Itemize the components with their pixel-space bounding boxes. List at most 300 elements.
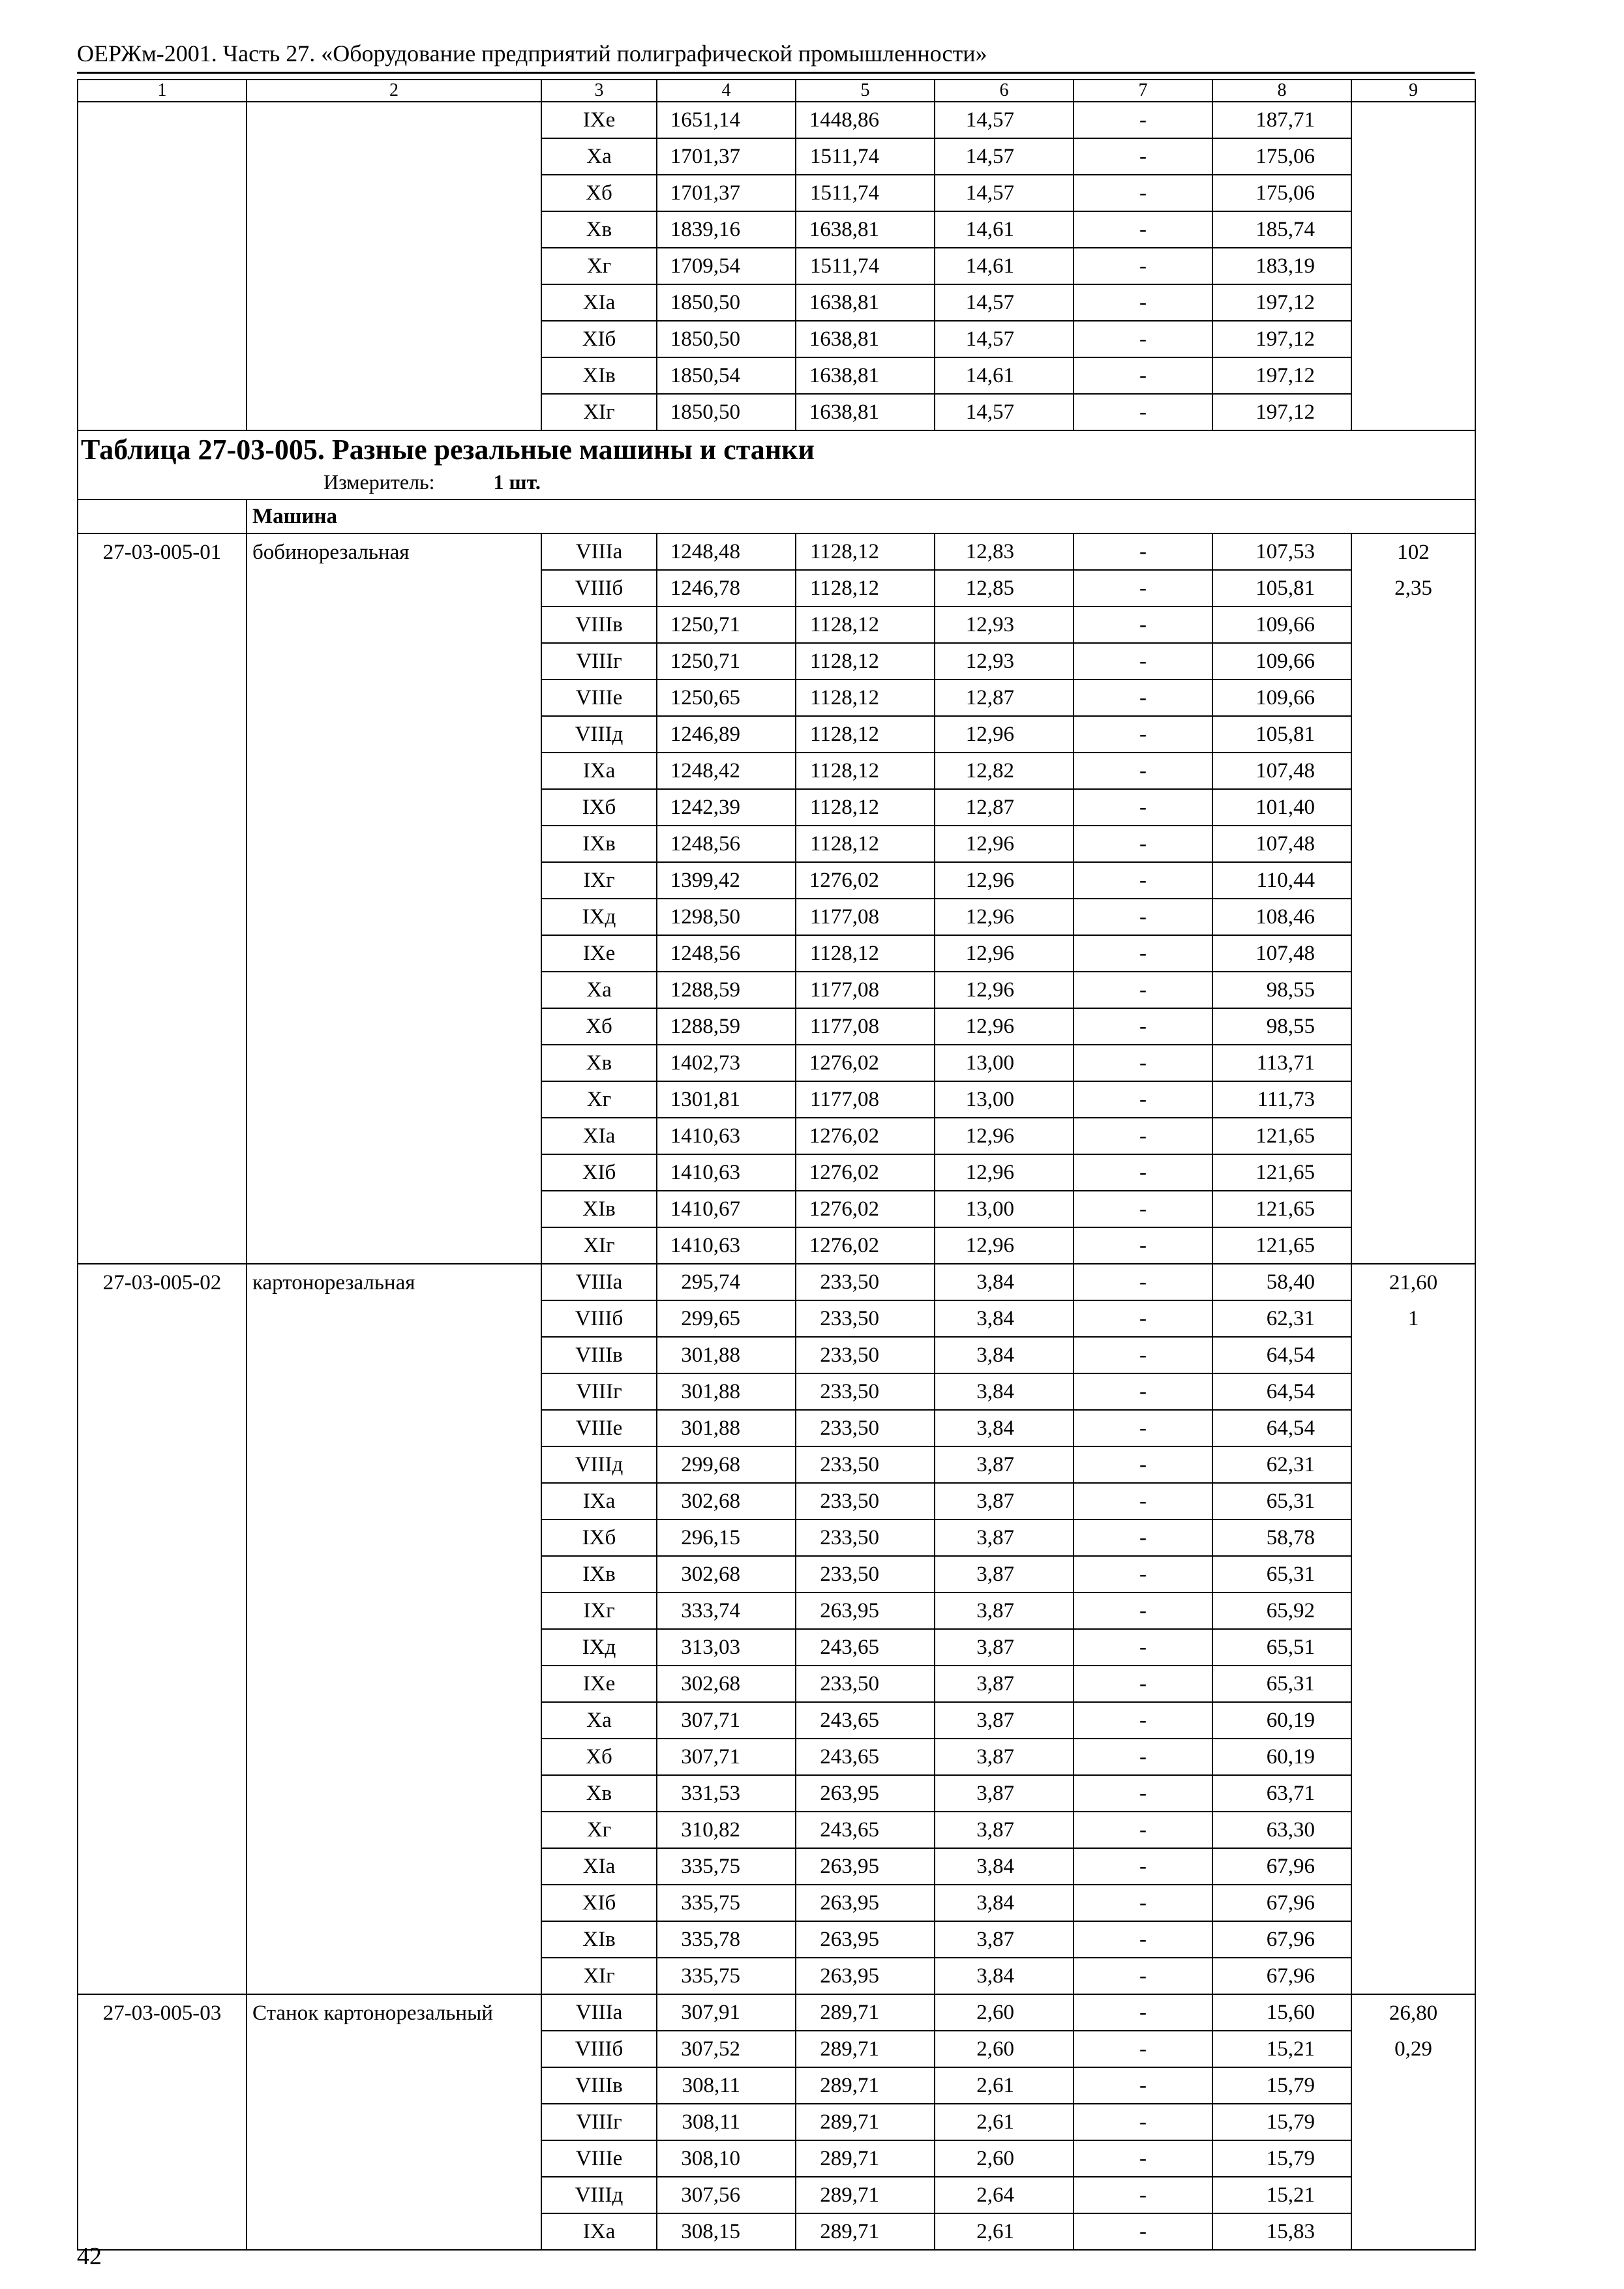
name-cell [247,1812,541,1848]
value-c6: 3,87 [935,1702,1074,1739]
value-c6: 13,00 [935,1191,1074,1227]
value-c8: 58,40 [1212,1264,1351,1300]
table-row [78,680,1475,716]
value-c7: - [1074,394,1212,430]
name-cell [247,1739,541,1775]
code-cell [78,1593,247,1629]
value-c6: 3,87 [935,1775,1074,1812]
resource-cell [1351,357,1475,394]
value-c4: 296,15 [657,1519,796,1556]
value-c4: 299,65 [657,1300,796,1337]
value-c8: 67,96 [1212,1958,1351,1994]
value-c7: - [1074,1118,1212,1154]
name-cell [247,1410,541,1446]
code-cell [78,1446,247,1483]
name-cell: бобинорезальная [247,533,541,570]
value-c6: 14,57 [935,284,1074,321]
value-c8: 113,71 [1212,1045,1351,1081]
resource-cell [1351,1629,1475,1666]
code-cell [78,1081,247,1118]
code-cell [78,394,247,430]
value-c6: 2,60 [935,1994,1074,2031]
value-c7: - [1074,1337,1212,1373]
code-cell [78,570,247,606]
value-c5: 1128,12 [796,753,935,789]
name-cell: Станок картонорезальный [247,1994,541,2031]
resource-cell [1351,1191,1475,1227]
value-c4: 335,75 [657,1885,796,1921]
value-c5: 289,71 [796,2067,935,2104]
table-row [78,1629,1475,1666]
page-number: 42 [77,2243,102,2270]
value-c3: IXв [541,1556,657,1593]
value-c8: 15,79 [1212,2067,1351,2104]
code-cell [78,1848,247,1885]
value-c3: XIв [541,1921,657,1958]
value-c6: 12,83 [935,533,1074,570]
value-c6: 12,82 [935,753,1074,789]
value-c8: 98,55 [1212,972,1351,1008]
value-c5: 263,95 [796,1775,935,1812]
value-c5: 1276,02 [796,862,935,899]
name-cell [247,1446,541,1483]
running-header: ОЕРЖм-2001. Часть 27. «Оборудование предприятий полиграфической промышленности» [77,40,987,67]
table-row [78,175,1475,211]
value-c7: - [1074,248,1212,284]
value-c5: 233,50 [796,1519,935,1556]
resource-cell [1351,826,1475,862]
value-c8: 63,30 [1212,1812,1351,1848]
value-c4: 331,53 [657,1775,796,1812]
value-c4: 1402,73 [657,1045,796,1081]
value-c4: 1399,42 [657,862,796,899]
value-c7: - [1074,643,1212,680]
value-c4: 1410,63 [657,1154,796,1191]
value-c3: IXг [541,862,657,899]
value-c3: VIIIe [541,1410,657,1446]
value-c3: VIIIд [541,1446,657,1483]
resource-cell [1351,935,1475,972]
column-number: 2 [247,80,541,102]
column-number: 5 [796,80,935,102]
value-c8: 65,92 [1212,1593,1351,1629]
value-c8: 15,79 [1212,2104,1351,2140]
resource-cell [1351,1045,1475,1081]
value-c7: - [1074,2140,1212,2177]
code-cell [78,102,247,138]
value-c4: 307,52 [657,2031,796,2067]
value-c5: 289,71 [796,2177,935,2213]
value-c8: 65,31 [1212,1556,1351,1593]
code-cell [78,1154,247,1191]
value-c6: 12,96 [935,862,1074,899]
resource-cell [1351,1519,1475,1556]
code-cell [78,680,247,716]
table-row [78,2213,1475,2250]
code-cell [78,2067,247,2104]
value-c3: IXe [541,935,657,972]
code-cell [78,606,247,643]
resource-cell [1351,1337,1475,1373]
value-c6: 3,87 [935,1446,1074,1483]
value-c8: 65,31 [1212,1666,1351,1702]
value-c3: IXг [541,1593,657,1629]
table-row [78,2031,1475,2067]
value-c5: 1276,02 [796,1154,935,1191]
table-row [78,1337,1475,1373]
value-c7: - [1074,1519,1212,1556]
value-c4: 308,15 [657,2213,796,2250]
value-c5: 1511,74 [796,138,935,175]
value-c6: 3,84 [935,1337,1074,1373]
name-cell [247,935,541,972]
value-c8: 109,66 [1212,606,1351,643]
value-c7: - [1074,357,1212,394]
code-cell: 27-03-005-02 [78,1264,247,1300]
table-row [78,1191,1475,1227]
value-c6: 3,84 [935,1958,1074,1994]
name-cell [247,1337,541,1373]
name-cell [247,1154,541,1191]
table-row [78,1045,1475,1081]
resource-cell [1351,1373,1475,1410]
table-row [78,1739,1475,1775]
value-c7: - [1074,1300,1212,1337]
value-c3: Xг [541,1081,657,1118]
resource-cell [1351,394,1475,430]
code-cell [78,1483,247,1519]
value-c6: 3,84 [935,1848,1074,1885]
resource-cell [1351,972,1475,1008]
code-cell [78,1885,247,1921]
value-c3: VIIIд [541,716,657,753]
value-c7: - [1074,1373,1212,1410]
table-row [78,899,1475,935]
table-row [78,1118,1475,1154]
code-cell [78,284,247,321]
measure-unit: 1 шт. [493,470,541,494]
value-c5: 243,65 [796,1739,935,1775]
value-c4: 1250,65 [657,680,796,716]
code-cell [78,789,247,826]
value-c3: XIб [541,321,657,357]
resource-cell [1351,1556,1475,1593]
value-c5: 1276,02 [796,1227,935,1264]
value-c5: 289,71 [796,2104,935,2140]
name-cell [247,102,541,138]
table-row [78,138,1475,175]
value-c6: 3,84 [935,1373,1074,1410]
value-c8: 110,44 [1212,862,1351,899]
value-c7: - [1074,284,1212,321]
resource-cell [1351,862,1475,899]
name-cell [247,248,541,284]
value-c5: 1177,08 [796,972,935,1008]
table-row [78,1812,1475,1848]
value-c3: VIIIг [541,2104,657,2140]
value-c5: 289,71 [796,2213,935,2250]
value-c4: 1709,54 [657,248,796,284]
value-c4: 335,75 [657,1848,796,1885]
value-c7: - [1074,606,1212,643]
resource-cell [1351,211,1475,248]
table-row [78,1373,1475,1410]
value-c8: 64,54 [1212,1337,1351,1373]
value-c3: XIв [541,1191,657,1227]
table-row [78,2177,1475,2213]
value-c3: VIIIб [541,2031,657,2067]
value-c3: Xa [541,138,657,175]
value-c4: 307,71 [657,1739,796,1775]
value-c3: Xг [541,248,657,284]
resource-cell [1351,248,1475,284]
value-c7: - [1074,175,1212,211]
table-row [78,321,1475,357]
value-c7: - [1074,1593,1212,1629]
column-number: 8 [1212,80,1351,102]
name-cell [247,606,541,643]
code-cell: 27-03-005-03 [78,1994,247,2031]
value-c7: - [1074,899,1212,935]
value-c6: 13,00 [935,1081,1074,1118]
value-c6: 14,61 [935,211,1074,248]
value-c5: 243,65 [796,1702,935,1739]
value-c7: - [1074,570,1212,606]
value-c5: 1177,08 [796,899,935,935]
table-row [78,1921,1475,1958]
value-c8: 15,83 [1212,2213,1351,2250]
value-c7: - [1074,533,1212,570]
value-c8: 67,96 [1212,1921,1351,1958]
value-c5: 1128,12 [796,533,935,570]
value-c7: - [1074,862,1212,899]
value-c6: 3,87 [935,1556,1074,1593]
value-c7: - [1074,716,1212,753]
value-c3: Xв [541,1045,657,1081]
table-row [78,753,1475,789]
value-c8: 65,51 [1212,1629,1351,1666]
value-c6: 12,93 [935,643,1074,680]
value-c8: 107,48 [1212,935,1351,972]
value-c5: 1276,02 [796,1118,935,1154]
code-cell [78,753,247,789]
code-cell [78,138,247,175]
table-row [78,284,1475,321]
value-c7: - [1074,2067,1212,2104]
value-c7: - [1074,1045,1212,1081]
value-c6: 12,96 [935,1154,1074,1191]
measure-label: Измеритель: [323,470,435,494]
resource-cell [1351,1702,1475,1739]
name-cell [247,1483,541,1519]
value-c6: 3,87 [935,1519,1074,1556]
value-c3: VIIIб [541,1300,657,1337]
value-c4: 1298,50 [657,899,796,935]
table-row [78,533,1475,570]
value-c5: 1511,74 [796,248,935,284]
resource-cell [1351,1446,1475,1483]
code-cell [78,1337,247,1373]
value-c6: 2,60 [935,2140,1074,2177]
value-c3: XIг [541,1958,657,1994]
code-cell [78,500,247,533]
value-c4: 302,68 [657,1483,796,1519]
value-c6: 12,96 [935,826,1074,862]
value-c5: 1276,02 [796,1191,935,1227]
value-c8: 60,19 [1212,1739,1351,1775]
value-c5: 1128,12 [796,606,935,643]
code-cell [78,211,247,248]
value-c6: 12,87 [935,680,1074,716]
value-c3: IXд [541,899,657,935]
value-c6: 14,61 [935,357,1074,394]
group-label-row [78,500,1475,533]
value-c6: 12,96 [935,935,1074,972]
value-c3: VIIIв [541,1337,657,1373]
table-row [78,606,1475,643]
value-c4: 1701,37 [657,175,796,211]
value-c3: XIa [541,1848,657,1885]
code-cell [78,1629,247,1666]
value-c6: 3,87 [935,1921,1074,1958]
table-row [78,357,1475,394]
table-row [78,1519,1475,1556]
value-c5: 1128,12 [796,570,935,606]
value-c5: 1638,81 [796,284,935,321]
value-c5: 1638,81 [796,211,935,248]
resource-cell [1351,1593,1475,1629]
value-c7: - [1074,1154,1212,1191]
resource-cell [1351,2067,1475,2104]
column-number: 7 [1074,80,1212,102]
value-c8: 107,48 [1212,753,1351,789]
value-c3: IXa [541,2213,657,2250]
value-c8: 197,12 [1212,394,1351,430]
name-cell [247,643,541,680]
value-c4: 302,68 [657,1666,796,1702]
table-row [78,716,1475,753]
table-row [78,1848,1475,1885]
resource-cell [1351,1848,1475,1885]
value-c7: - [1074,211,1212,248]
table-row [78,1666,1475,1702]
value-c4: 1850,50 [657,321,796,357]
value-c8: 108,46 [1212,899,1351,935]
name-cell [247,138,541,175]
table-title-cell [78,430,1475,500]
name-cell [247,753,541,789]
value-c4: 1701,37 [657,138,796,175]
code-cell [78,1008,247,1045]
value-c8: 101,40 [1212,789,1351,826]
value-c7: - [1074,1410,1212,1446]
value-c4: 295,74 [657,1264,796,1300]
value-c8: 107,53 [1212,533,1351,570]
value-c4: 307,91 [657,1994,796,2031]
value-c4: 307,56 [657,2177,796,2213]
value-c7: - [1074,1227,1212,1264]
value-c5: 1638,81 [796,321,935,357]
value-c5: 1128,12 [796,716,935,753]
name-cell [247,175,541,211]
value-c3: IXд [541,1629,657,1666]
value-c5: 1128,12 [796,826,935,862]
code-cell [78,862,247,899]
value-c3: VIIIг [541,1373,657,1410]
value-c6: 14,57 [935,394,1074,430]
name-cell [247,2140,541,2177]
value-c6: 3,84 [935,1300,1074,1337]
value-c4: 1850,54 [657,357,796,394]
code-cell [78,1191,247,1227]
value-c7: - [1074,138,1212,175]
resource-cell [1351,321,1475,357]
value-c3: IXe [541,102,657,138]
value-c4: 333,74 [657,1593,796,1629]
value-c7: - [1074,1848,1212,1885]
value-c5: 233,50 [796,1666,935,1702]
value-c3: Xб [541,1739,657,1775]
value-c5: 233,50 [796,1556,935,1593]
value-c6: 14,57 [935,138,1074,175]
table-row [78,1702,1475,1739]
value-c5: 243,65 [796,1812,935,1848]
value-c3: XIa [541,1118,657,1154]
value-c8: 15,21 [1212,2177,1351,2213]
value-c4: 310,82 [657,1812,796,1848]
column-numbers-row [78,80,1475,102]
table-row [78,972,1475,1008]
value-c6: 3,87 [935,1629,1074,1666]
value-c8: 65,31 [1212,1483,1351,1519]
value-c6: 12,96 [935,972,1074,1008]
header-rule [77,72,1475,74]
name-cell [247,1300,541,1337]
table-row [78,1154,1475,1191]
name-cell [247,570,541,606]
value-c4: 1410,63 [657,1227,796,1264]
value-c8: 197,12 [1212,321,1351,357]
resource-cell [1351,899,1475,935]
value-c3: IXб [541,789,657,826]
value-c6: 3,87 [935,1812,1074,1848]
name-cell [247,2177,541,2213]
name-cell [247,1921,541,1958]
resource-cell [1351,2140,1475,2177]
value-c3: XIг [541,394,657,430]
value-c3: Xв [541,1775,657,1812]
resource-cell [1351,1227,1475,1264]
value-c7: - [1074,753,1212,789]
name-cell [247,680,541,716]
value-c3: VIIIв [541,606,657,643]
value-c6: 12,96 [935,716,1074,753]
value-c8: 121,65 [1212,1154,1351,1191]
column-number: 1 [78,80,247,102]
value-c6: 2,64 [935,2177,1074,2213]
value-c5: 233,50 [796,1373,935,1410]
table-row [78,248,1475,284]
name-cell [247,1191,541,1227]
code-cell [78,175,247,211]
value-c4: 1410,63 [657,1118,796,1154]
value-c5: 263,95 [796,1958,935,1994]
value-c8: 64,54 [1212,1410,1351,1446]
value-c7: - [1074,1994,1212,2031]
value-c6: 12,96 [935,1118,1074,1154]
name-cell [247,899,541,935]
value-c5: 1638,81 [796,394,935,430]
